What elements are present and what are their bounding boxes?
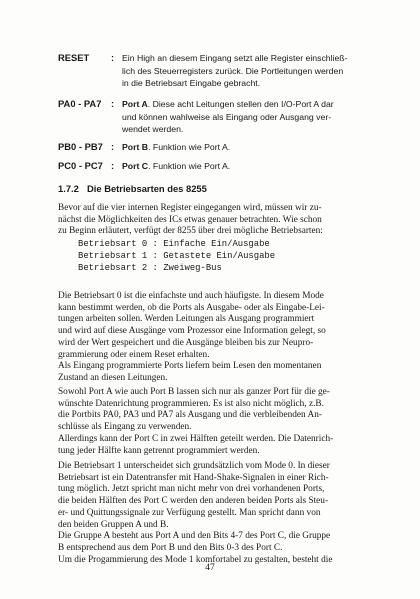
text-line: schlüsse als Eingang zu verwenden. bbox=[58, 422, 192, 433]
definition-colon: : bbox=[111, 142, 115, 152]
section-heading bbox=[58, 183, 207, 194]
definition-description bbox=[122, 98, 390, 136]
text-line: und können wahlweise als Eingang oder Ausgang ver- bbox=[122, 111, 332, 122]
text-line: . Funktion wie Port A. bbox=[148, 161, 231, 171]
text-line: Sowohl Port A wie auch Port B lassen sich nur als ganzer Port für die ge- bbox=[58, 387, 330, 397]
paragraph-intro bbox=[58, 203, 392, 238]
text-line: wird der Wert gespeichert und die Ausgänge bleiben bis zur Neupro- bbox=[58, 337, 314, 348]
mode-item: Betriebsart 0 : Einfache Ein/Ausgabe bbox=[78, 239, 270, 249]
definition-reset bbox=[58, 52, 390, 90]
text-line: er- und Quittungssignale zur Verfügung gestellt. Man spricht dann von bbox=[58, 507, 321, 518]
paragraph-port-direction bbox=[58, 387, 392, 457]
text-line: Als Eingang programmierte Ports liefern beim Lesen den momentanen bbox=[58, 361, 322, 372]
paragraph-mode-1 bbox=[58, 461, 392, 566]
port-name: Port A bbox=[122, 99, 148, 109]
text-line: Die Gruppe A besteht aus Port A und den Bits 4-7 des Port C, die Gruppe bbox=[58, 531, 331, 542]
section-title: Die Betriebsarten des 8255 bbox=[87, 183, 207, 194]
text-line: Bevor auf die vier internen Register eingegangen wird, müssen wir zu- bbox=[58, 203, 322, 213]
mode-item: Betriebsart 1 : Getastete Ein/Ausgabe bbox=[78, 251, 276, 261]
definition-description bbox=[122, 141, 390, 154]
text-line: grammierung oder einem Reset erhalten. bbox=[58, 349, 210, 360]
text-line: Ein High an diesem Eingang setzt alle Register einschließ- bbox=[122, 53, 348, 63]
mode-item: Betriebsart 2 : Zweiweg-Bus bbox=[78, 263, 222, 273]
definition-term: PC0 - PC7 bbox=[58, 160, 103, 171]
text-line: Um die Progammierung des Mode 1 komfortabel zu gestalten, besteht die bbox=[58, 554, 333, 565]
text-line: B entsprechend aus dem Port B und den Bits 0-3 des Port C. bbox=[58, 542, 283, 553]
text-line: . Funktion wie Port A. bbox=[148, 142, 231, 152]
text-line: kann bestimmt werden, ob die Ports als Ausgabe- oder als Eingabe-Lei- bbox=[58, 302, 325, 313]
section-number: 1.7.2 bbox=[58, 183, 79, 194]
text-line: den beiden Gruppen A und B. bbox=[58, 519, 169, 530]
text-line: tung möglich. Jetzt spricht man nicht mehr von drei vorhandenen Ports, bbox=[58, 484, 325, 495]
definition-port-c bbox=[58, 160, 390, 173]
text-line: . Diese acht Leitungen stellen den I/O-Port A dar bbox=[147, 99, 334, 109]
definition-term: PA0 - PA7 bbox=[58, 98, 102, 109]
definition-description bbox=[122, 160, 390, 173]
definition-colon: : bbox=[111, 161, 115, 171]
page-number: 47 bbox=[205, 563, 215, 573]
port-name: Port C bbox=[122, 161, 149, 171]
text-line: tungen arbeiten sollen. Werden Leitungen als Ausgang programmiert bbox=[58, 314, 315, 325]
paragraph-mode-0 bbox=[58, 291, 392, 385]
text-line: wendet werden. bbox=[122, 124, 184, 135]
definition-term: RESET bbox=[58, 52, 90, 63]
text-line: in die Betriebsart Eingabe gebracht. bbox=[122, 78, 261, 89]
definition-port-a bbox=[58, 98, 390, 136]
text-line: wünschte Datenrichtung programmieren. Es ist also nicht möglich, z.B. bbox=[58, 398, 324, 409]
port-name: Port B bbox=[122, 142, 149, 152]
mode-list bbox=[78, 238, 275, 274]
text-line: und wird auf diese Ausgänge vom Prozessor eine Information gelegt, so bbox=[58, 326, 326, 337]
text-line: Die Betriebsart 0 ist die einfachste und auch häufigste. In diesem Mode bbox=[58, 291, 324, 301]
text-line: Zustand an diesen Leitungen. bbox=[58, 372, 168, 383]
definition-colon: : bbox=[111, 99, 115, 109]
text-line: Betriebsart ist ein Datentransfer mit Hand-Shake-Signalen in einer Rich- bbox=[58, 472, 329, 483]
text-line: tung jeder Hälfte kann getrennt programmiert werden. bbox=[58, 445, 260, 456]
text-line: Die Betriebsart 1 unterscheidet sich grundsätzlich vom Mode 0. In dieser bbox=[58, 461, 330, 471]
text-line: zu Beginn erläutert, verfügt der 8255 über drei mögliche Betriebsarten: bbox=[58, 226, 323, 237]
text-line: lich des Steuerregisters zurück. Die Portleitungen werden bbox=[122, 65, 344, 76]
text-line: nächst die Möglichkeiten des ICs etwas genauer betrachten. Wie schon bbox=[58, 214, 322, 225]
text-line: die Portbits PA0, PA3 und PA7 als Ausgang und die verbleibenden An- bbox=[58, 410, 322, 421]
text-line: die beiden Hälften des Port C werden den anderen beiden Ports als Steu- bbox=[58, 496, 329, 507]
definition-term: PB0 - PB7 bbox=[58, 141, 103, 152]
definition-colon: : bbox=[111, 53, 115, 63]
definition-port-b bbox=[58, 141, 390, 154]
definition-description bbox=[122, 52, 390, 90]
text-line: Allerdings kann der Port C in zwei Hälften geteilt werden. Die Datenrich- bbox=[58, 433, 334, 444]
